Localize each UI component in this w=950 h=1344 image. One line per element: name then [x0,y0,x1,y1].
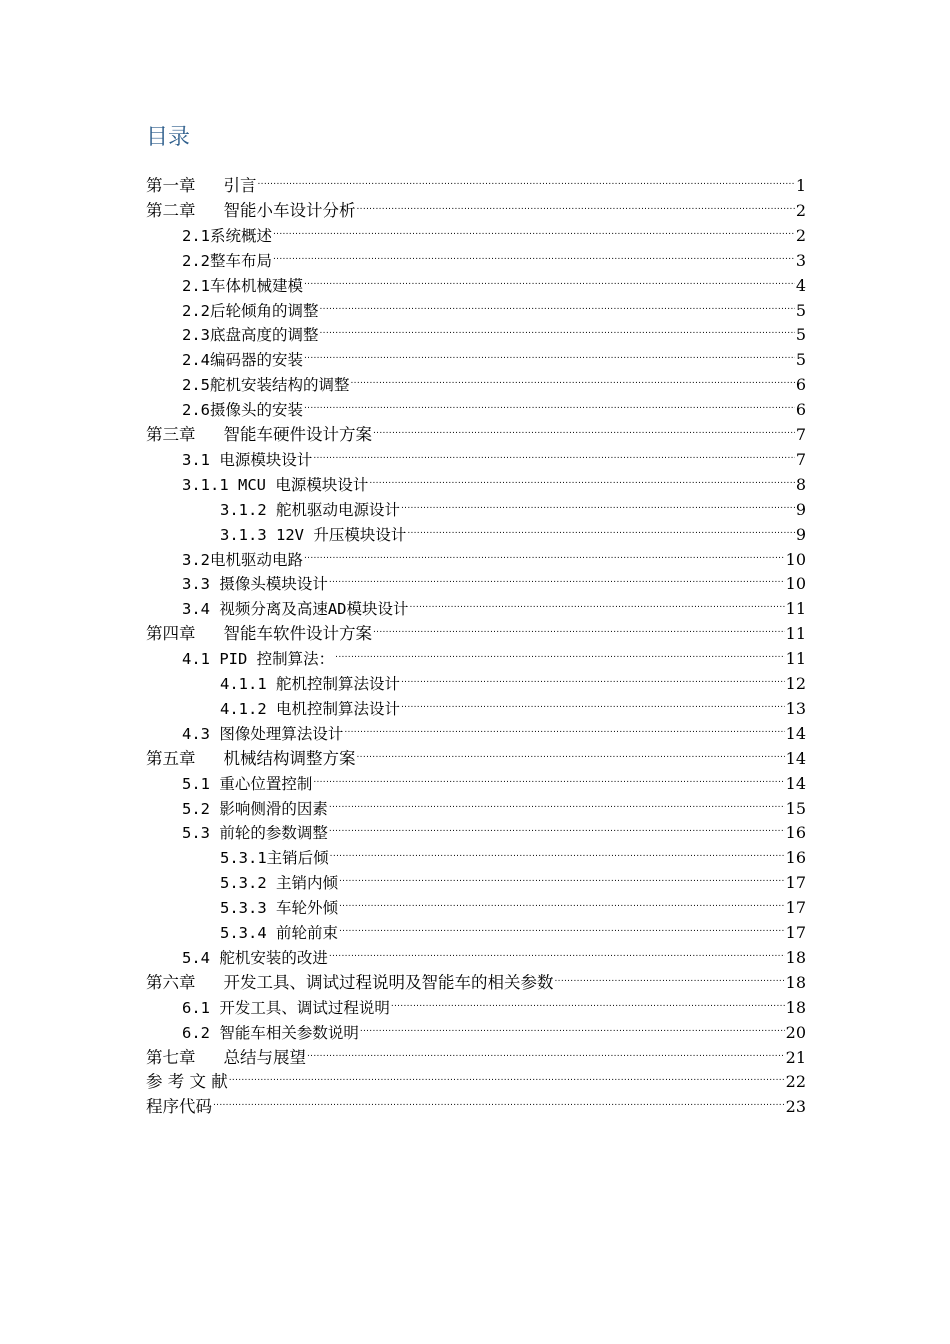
toc-entry[interactable] [182,938,806,967]
toc-entry[interactable] [146,191,806,220]
dot-leader [344,714,784,739]
toc-entry-title: 3.3 摄像头模块设计 [182,575,328,594]
dot-leader [373,415,795,440]
toc-chapter-number: 第六章 [146,972,196,992]
toc-chapter-number: 第五章 [146,748,196,768]
toc-entry[interactable] [182,764,806,793]
toc-entry[interactable] [182,1013,806,1042]
toc-entry-title: 参 考 文 献 [146,1072,228,1092]
dot-leader [313,440,794,465]
toc-chapter-number: 第一章 [146,176,196,195]
toc-title: 目录 [146,125,191,150]
toc-entry-title: 4.3 图像处理算法设计 [182,724,344,743]
toc-page-number: 15 [785,798,806,818]
dot-leader [330,838,785,863]
toc-entry-title: 5.4 舵机安装的改进 [182,948,328,967]
toc-page-number: 11 [785,649,806,669]
toc-page-number: 18 [785,972,806,992]
dot-leader [391,988,785,1013]
toc-entry[interactable] [220,863,806,893]
dot-leader [313,764,784,789]
dot-leader [360,1013,785,1038]
toc-entry[interactable] [182,291,806,320]
dot-leader [304,340,795,365]
toc-page-number: 6 [795,400,806,420]
toc-entry[interactable] [220,913,806,942]
dot-leader [304,266,795,291]
toc-entry-title: 3.1 电源模块设计 [182,450,313,469]
toc-entry[interactable] [182,266,806,295]
toc-entry-title: 5.3.1主销后倾 [220,849,329,868]
toc-entry[interactable] [146,1038,806,1067]
toc-entry-label [146,1094,212,1119]
toc-entry-title: 程序代码 [146,1097,212,1117]
toc-entry[interactable] [182,340,806,370]
toc-entry-title: 5.3.4 前轮前束 [220,924,338,942]
toc-chapter-number: 第四章 [146,624,196,644]
dot-leader [273,216,795,241]
toc-entry-title: 机械结构调整方案 [223,748,356,768]
toc-entry[interactable] [146,415,806,444]
dot-leader [339,913,785,938]
dot-leader [304,390,795,415]
dot-leader [320,315,795,340]
toc-entry[interactable] [182,988,806,1017]
dot-leader [373,614,785,639]
toc-entry-title: 6.2 智能车相关参数说明 [182,1023,359,1042]
dot-leader [307,1038,785,1063]
toc-page-number: 18 [785,947,806,967]
toc-entry[interactable] [220,664,806,693]
dot-leader [555,963,785,988]
toc-page-number: 5 [795,325,806,345]
toc-entry-title: 3.2电机驱动电路 [182,550,303,569]
toc-chapter-number: 第二章 [146,200,196,220]
toc-page-number: 17 [785,923,806,942]
toc-entry-title: 智能车硬件设计方案 [223,425,372,444]
toc-page-number: 10 [785,574,806,594]
toc-entry[interactable] [182,714,806,743]
dot-leader [229,1062,785,1087]
dot-leader [329,564,785,589]
toc-entry[interactable] [146,739,806,768]
toc-entry[interactable] [182,216,806,245]
toc-entry[interactable] [182,390,806,420]
dot-leader [410,589,785,614]
toc-entry[interactable] [146,1087,806,1117]
dot-leader [357,191,795,216]
dot-leader [401,689,785,714]
dot-leader [213,1087,785,1112]
toc-page-number: 14 [785,748,806,768]
toc-entry-title: 3.1.1 MCU 电源模块设计 [182,475,369,494]
toc-page-number: 2 [795,200,806,220]
toc-page-number: 11 [785,624,806,644]
toc-entry-title: 5.3.3 车轮外倾 [220,899,338,918]
toc-page-number: 21 [785,1047,806,1067]
dot-leader [258,166,795,191]
toc-entry-title: 3.1.2 舵机驱动电源设计 [220,500,400,519]
toc-page-number: 14 [785,723,806,743]
toc-entry[interactable] [182,639,806,669]
toc-page-number: 10 [785,549,806,569]
toc-page-number: 11 [785,599,806,619]
dot-leader [329,938,785,963]
toc-entry-title: 2.4编码器的安装 [182,351,303,370]
toc-page-number: 2 [795,225,806,245]
toc-entry[interactable] [182,365,806,395]
toc-page-number: 14 [785,773,806,793]
toc-page-number: 4 [795,275,806,295]
toc-entry-title: 5.2 影响侧滑的因素 [182,799,328,818]
dot-leader [369,465,794,490]
toc-entry-title: 4.1.1 舵机控制算法设计 [220,675,400,693]
toc-entry[interactable] [146,963,806,992]
toc-entry-title: 智能车软件设计方案 [223,624,372,644]
toc-entry[interactable] [182,813,806,843]
toc-entry-title: 2.5舵机安装结构的调整 [182,376,350,395]
toc-entry[interactable] [220,515,806,544]
toc-entry[interactable] [146,614,806,644]
toc-page-number: 17 [785,873,806,893]
dot-leader [273,241,795,266]
toc-page-number: 13 [785,698,806,718]
toc-chapter-number: 第七章 [146,1047,196,1067]
dot-leader [401,664,785,689]
toc-entry[interactable] [182,589,806,619]
toc-page-number: 3 [795,250,806,270]
toc-page-number: 8 [795,474,806,494]
dot-leader [320,291,795,316]
toc-entry-title: 5.3 前轮的参数调整 [182,824,328,843]
toc-entry-title: 智能小车设计分析 [223,200,356,220]
toc-page-number: 9 [795,499,806,519]
toc-page-number: 1 [795,176,806,195]
toc-entry[interactable] [182,465,806,494]
dot-leader [357,739,785,764]
toc-page-number: 23 [785,1097,806,1117]
toc-entry[interactable] [182,315,806,345]
toc-entry-title: 6.1 开发工具、调试过程说明 [182,998,390,1017]
toc-page-number: 12 [785,674,806,693]
toc-entry-title: 引言 [223,176,257,195]
toc-entry[interactable] [182,564,806,594]
dot-leader [339,863,785,888]
toc-entry-title: 开发工具、调试过程说明及智能车的相关参数 [223,972,554,992]
toc-page-number: 7 [795,449,806,469]
dot-leader [351,365,795,390]
toc-entry[interactable] [182,540,806,569]
toc-page-number: 5 [795,350,806,370]
toc-page-number: 16 [785,848,806,868]
toc-entry-title: 2.3底盘高度的调整 [182,326,319,345]
toc-page-number: 16 [785,823,806,843]
toc-entry[interactable] [146,1062,806,1092]
toc-page-number: 7 [795,425,806,444]
dot-leader [339,888,785,913]
toc-entry-title: 2.2整车布局 [182,251,272,270]
dot-leader [304,540,785,565]
toc-entry[interactable] [220,888,806,918]
toc-page-number: 6 [795,375,806,395]
toc-entry-title: 4.1 PID 控制算法： [182,650,335,669]
dot-leader [329,789,785,814]
toc-entry-title: 5.1 重心位置控制 [182,774,313,793]
toc-page-number: 18 [785,997,806,1017]
toc-entry[interactable] [220,689,806,718]
toc-entry[interactable] [220,838,806,868]
toc-page-number: 20 [785,1022,806,1042]
toc-entry[interactable] [146,166,806,195]
toc-entry-title: 4.1.2 电机控制算法设计 [220,699,400,718]
toc-chapter-number: 第三章 [146,425,196,444]
toc-entry-title: 总结与展望 [223,1047,306,1067]
toc-entry-title: 2.2后轮倾角的调整 [182,301,319,320]
toc-entry[interactable] [182,789,806,818]
toc-entry[interactable] [182,241,806,270]
toc-entry[interactable] [182,440,806,469]
toc-page-number: 5 [795,300,806,320]
dot-leader [335,639,784,664]
toc-entry[interactable] [220,490,806,519]
toc-page-number: 9 [795,524,806,544]
dot-leader [329,813,785,838]
toc-entry-title: 5.3.2 主销内倾 [220,874,338,893]
toc-entry-title: 2.6摄像头的安装 [182,401,303,420]
toc-page-number: 17 [785,898,806,918]
toc-entry-title: 2.1车体机械建模 [182,276,303,295]
toc-entry-title: 3.1.3 12V 升压模块设计 [220,525,407,544]
toc-entry-title: 3.4 视频分离及高速AD模块设计 [182,600,409,619]
toc-page-number: 22 [785,1072,806,1092]
toc-entry-title: 2.1系统概述 [182,226,272,245]
dot-leader [401,490,795,515]
dot-leader [407,515,794,540]
